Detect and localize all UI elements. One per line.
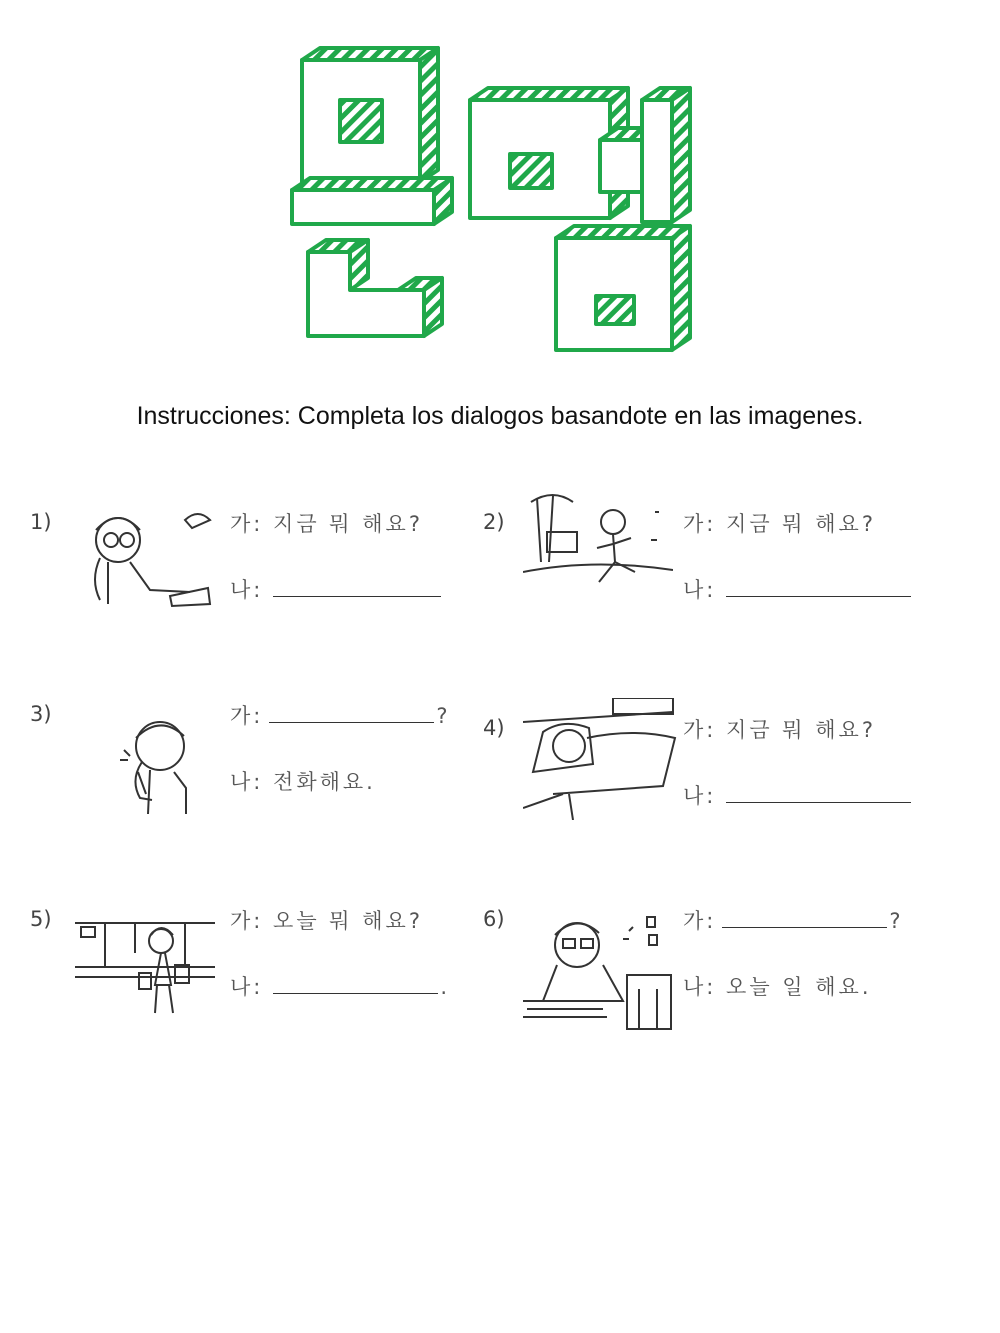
answer-blank[interactable] (726, 784, 911, 803)
speaker-label-na: 나: (683, 784, 717, 808)
question-blank[interactable] (269, 704, 434, 723)
speaker-label-na: 나: (683, 578, 717, 602)
instructions-text: Instrucciones: Completa los dialogos basandote en las imagenes. (136, 402, 864, 430)
answer-blank[interactable] (273, 578, 441, 597)
speaker-label-ga: 가: (683, 909, 717, 933)
dialogue-line-na: 나: 전화해요. (230, 770, 376, 794)
item-number: 2) (483, 510, 505, 534)
item-number: 4) (483, 716, 505, 740)
exercise-4 (483, 698, 953, 848)
dialogue-line-na (230, 574, 441, 604)
dialogue-line-na (683, 574, 911, 604)
dialogue-line-ga: 가: 지금 뭐 해요? (683, 718, 876, 742)
speaker-label-ga: 가: (230, 704, 264, 728)
speaker-label-na: 나: (230, 578, 264, 602)
question-blank[interactable] (722, 909, 887, 928)
boy-running-in-park-illustration (523, 492, 673, 602)
boy-on-phone-illustration (100, 710, 220, 815)
dialogue-line-ga: 가: 지금 뭐 해요? (683, 512, 876, 536)
speaker-label-na: 나: (230, 975, 264, 999)
answer-blank[interactable] (726, 578, 911, 597)
dialogue-line-ga: 가: 지금 뭐 해요? (230, 512, 423, 536)
exercise-2 (483, 500, 953, 650)
period-mark: . (440, 975, 448, 999)
exercise-6 (483, 905, 953, 1055)
girl-shopping-illustration (75, 913, 215, 1021)
exercise-5 (30, 905, 500, 1055)
title-logo-munbeop (270, 30, 730, 370)
question-mark: ? (436, 704, 448, 728)
item-number: 6) (483, 907, 505, 931)
answer-blank[interactable] (273, 975, 438, 994)
question-mark: ? (889, 909, 901, 933)
item-number: 5) (30, 907, 52, 931)
dialogue-line-ga: 가: 오늘 뭐 해요? (230, 909, 423, 933)
dialogue-line-na (230, 971, 447, 1001)
girl-with-glasses-cooking-illustration (80, 500, 215, 610)
dialogue-line-ga (230, 700, 448, 730)
dialogue-line-na: 나: 오늘 일 해요. (683, 975, 872, 999)
exercise-3 (30, 698, 500, 848)
man-working-at-computer-illustration (523, 905, 678, 1030)
item-number: 1) (30, 510, 52, 534)
dialogue-line-ga (683, 905, 901, 935)
exercise-1 (30, 500, 500, 650)
person-sleeping-in-bed-illustration (523, 698, 678, 820)
item-number: 3) (30, 702, 52, 726)
dialogue-line-na (683, 780, 911, 810)
